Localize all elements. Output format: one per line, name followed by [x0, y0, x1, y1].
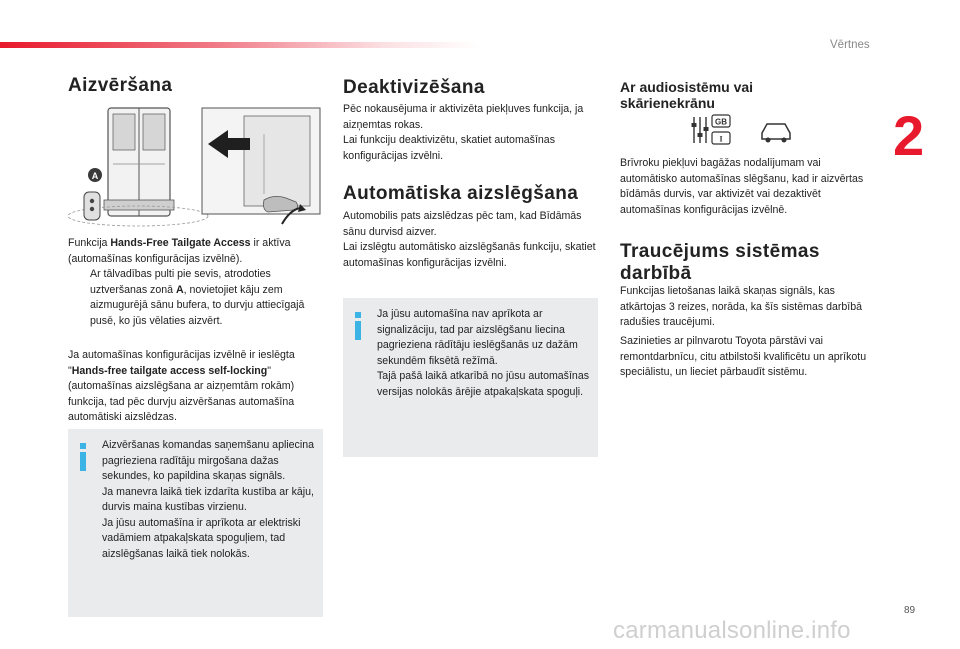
fault-paragraph: Funkcijas lietošanas laikā skaņas signāls, kas atkārtojas 3 reizes, norāda, ka šīs sistēmas darbībā radušies traucējumi.	[620, 285, 863, 328]
info-text: Aizvēršanas komandas saņemšanu apliecina pagrieziena radītāju mirgošana dažas sekundes, ko papildina skaņas signāls. Ja manevra laikā tiek izdarīta kustība ar kāju, durvis maina kustības virzienu. Ja jūsu automašīna ir aprīkota ar elektriski vadāmiem atpakaļskata spoguļiem, tad aizslēgšanas laikā tiek nolokās.	[102, 439, 314, 560]
callout-a: A	[91, 171, 99, 181]
automatic-locking-paragraph: Automobilis pats aizslēdzas pēc tam, kad Bīdāmās sānu durvisd aizver. Lai izslēgtu automātisko aizslēgšanās funkciju, skatiet automašīnas konfigurācijas izvēlni.	[343, 210, 596, 269]
header-accent-bar	[0, 42, 480, 48]
gb-icon: GB	[715, 117, 727, 127]
page-number: 89	[904, 605, 916, 616]
info-icon	[80, 443, 86, 471]
watermark: carmanualsonline.info	[613, 617, 851, 644]
intro-paragraph: Funkcija Hands-Free Tailgate Access ir aktīva (automašīnas konfigurācijas izvēlnē).	[68, 237, 291, 265]
info-text: Ja jūsu automašīna nav aprīkota ar signalizāciju, tad par aizslēgšanu liecina pagrieziena rādītāju ieslēgšanās uz dažām sekundēm fiksētā režīmā. Tajā pašā laikā atkarībā no jūsu automašīnas versijas nolokās ārējie atpakaļskata spoguļi.	[377, 308, 590, 398]
audio-paragraph: Brīvroku piekļuvi bagāžas nodalījumam vai automātisko automašīnas slēgšanu, kad ir aizvērtas bīdāmās durvis, var aktivizēt vai dezaktivēt automašīnas konfigurācijas izvēlnē.	[620, 157, 864, 216]
list-item: Ar tālvadības pulti pie sevis, atrodoties uztveršanas zonā A, novietojiet kāju zem aizmugurējā sānu bufera, to durvju attiecīgajā pusē, ko jūs vēlaties aizvērt.	[90, 268, 305, 327]
info-box-closing	[68, 429, 323, 617]
section-name: Vērtnes	[830, 39, 870, 51]
info-box-locking	[343, 298, 598, 457]
menu-icons	[690, 113, 800, 147]
heading-deaktivizesana: Deaktivizēšana	[343, 77, 485, 98]
settings-sliders-icon	[692, 117, 709, 143]
info-icon	[355, 312, 361, 340]
tailgate-illustration	[68, 104, 323, 230]
chapter-number: 2	[893, 104, 925, 167]
deactivation-paragraph: Pēc nokausējuma ir aktivizēta piekļuves funkcija, ja aizņemtas rokas. Lai funkciju deaktivizētu, skatiet automašīnas konfigurācijas izvēlni.	[343, 103, 584, 162]
self-locking-paragraph: Ja automašīnas konfigurācijas izvēlnē ir ieslēgta "Hands-free tailgate access self-locking" (automašīnas aizslēgšana ar aizņemtām rokām) funkcija, tad pēc durvju aizvēršanas automašīna automātiski aizslēdzas.	[68, 349, 295, 423]
heading-aizversana: Aizvēršana	[68, 75, 173, 96]
heading-automatic-locking: Automātiska aizslēgšana	[343, 183, 579, 204]
info-letter-icon: I	[719, 134, 723, 144]
contact-paragraph: Sazinieties ar pilnvarotu Toyota pārstāvi vai remontdarbnīcu, citu atbilstoši kvalificētu un aprīkotu speciālistu, un lieciet pārbaudīt sistēmu.	[620, 335, 867, 378]
heading-audio-touchscreen: Ar audiosistēmu vai skārienekrānu	[620, 79, 754, 111]
heading-system-fault: Traucējums sistēmas darbībā	[620, 241, 820, 284]
car-icon	[762, 124, 790, 143]
